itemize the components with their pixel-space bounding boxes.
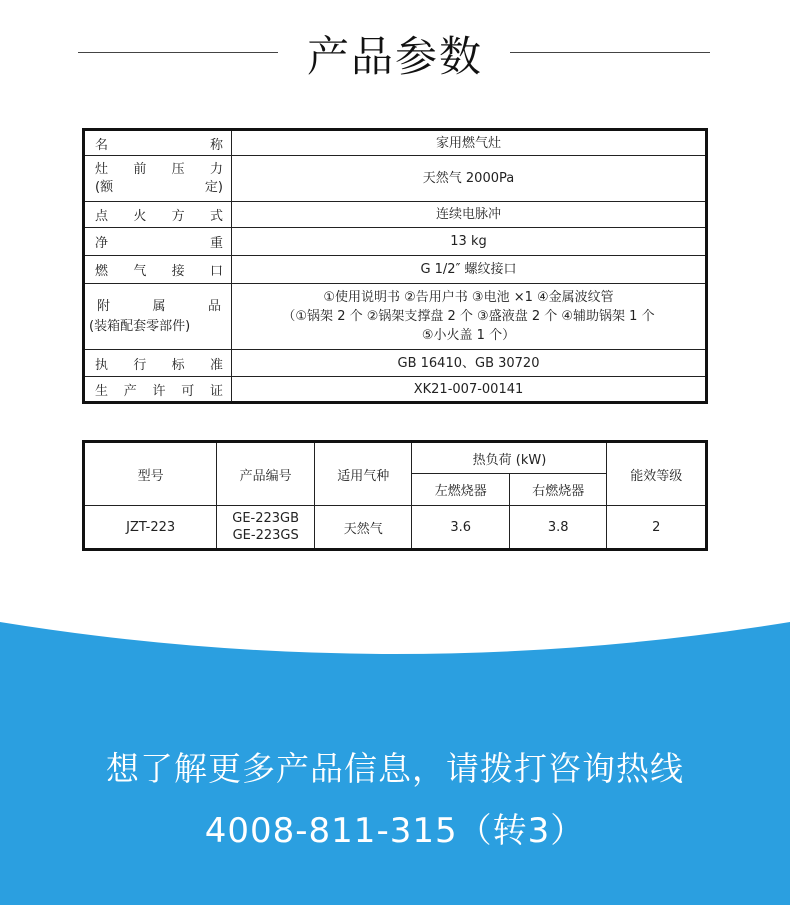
param-row-pressure: 灶 前 压 力 (额 定) 天然气 2000Pa bbox=[84, 156, 707, 202]
page-header bbox=[0, 20, 790, 80]
param-label-license: 生 产 许 可 证 bbox=[95, 383, 223, 399]
cell-efficiency: 2 bbox=[607, 506, 707, 550]
cell-product-code: GE-223GB GE-223GS bbox=[217, 506, 315, 550]
param-value-standard: GB 16410、GB 30720 bbox=[232, 350, 707, 377]
cell-right-burner: 3.8 bbox=[509, 506, 607, 550]
param-value-name: 家用燃气灶 bbox=[232, 130, 707, 156]
param-label-standard: 执 行 标 准 bbox=[95, 357, 223, 373]
header-right-burner: 右燃烧器 bbox=[509, 474, 607, 506]
cell-left-burner: 3.6 bbox=[412, 506, 510, 550]
model-specs-table bbox=[82, 440, 708, 551]
param-label-ignition: 点 火 方 式 bbox=[95, 209, 223, 224]
title-divider-right bbox=[510, 52, 710, 53]
param-value-connection: G 1/2″ 螺纹接口 bbox=[232, 256, 707, 284]
cell-model: JZT-223 bbox=[84, 506, 217, 550]
header-model: 型号 bbox=[84, 442, 217, 506]
header-efficiency: 能效等级 bbox=[607, 442, 707, 506]
header-left-burner: 左燃烧器 bbox=[412, 474, 510, 506]
param-row-standard bbox=[84, 350, 707, 377]
header-heat-load: 热负荷 (kW) bbox=[412, 442, 607, 474]
param-row-name bbox=[84, 130, 707, 156]
specs-data-row bbox=[84, 506, 707, 550]
param-value-license: XK21-007-00141 bbox=[232, 377, 707, 403]
param-value-pressure: 天然气 2000Pa bbox=[232, 156, 707, 202]
specs-header-row bbox=[84, 442, 707, 474]
param-row-license bbox=[84, 377, 707, 403]
page-title: 产品参数 bbox=[306, 32, 483, 81]
param-label-pressure: 灶 前 压 力 bbox=[95, 161, 223, 177]
param-label-accessories-sub: (装箱配套零部件) bbox=[89, 318, 191, 334]
param-label-name: 名 称 bbox=[95, 137, 223, 153]
param-row-weight bbox=[84, 228, 707, 256]
header-gas-type: 适用气种 bbox=[314, 442, 411, 506]
cell-gas-type: 天然气 bbox=[314, 506, 411, 550]
param-value-ignition: 连续电脉冲 bbox=[232, 202, 707, 228]
header-product-code: 产品编号 bbox=[217, 442, 315, 506]
contact-prompt: 想了解更多产品信息，请拨打咨询热线 bbox=[106, 749, 684, 788]
param-label-accessories: 附 属 品 bbox=[97, 298, 221, 314]
param-row-ignition bbox=[84, 202, 707, 228]
param-row-connection bbox=[84, 256, 707, 284]
param-row-accessories bbox=[84, 284, 707, 350]
product-params-table bbox=[82, 128, 708, 404]
param-value-weight: 13 kg bbox=[232, 228, 707, 256]
param-value-accessories: ①使用说明书 ②告用户书 ③电池 ×1 ④金属波纹管 （①锅架 2 个 ②锅架支撑盘 2 个 ③盛液盘 2 个 ④辅助锅架 1 个 ⑤小火盖 1 个） bbox=[232, 284, 707, 350]
param-label-connection: 燃 气 接 口 bbox=[95, 264, 223, 279]
hotline-number[interactable]: 4008-811-315（转3） bbox=[204, 811, 586, 851]
param-label-weight: 净 重 bbox=[95, 236, 223, 251]
